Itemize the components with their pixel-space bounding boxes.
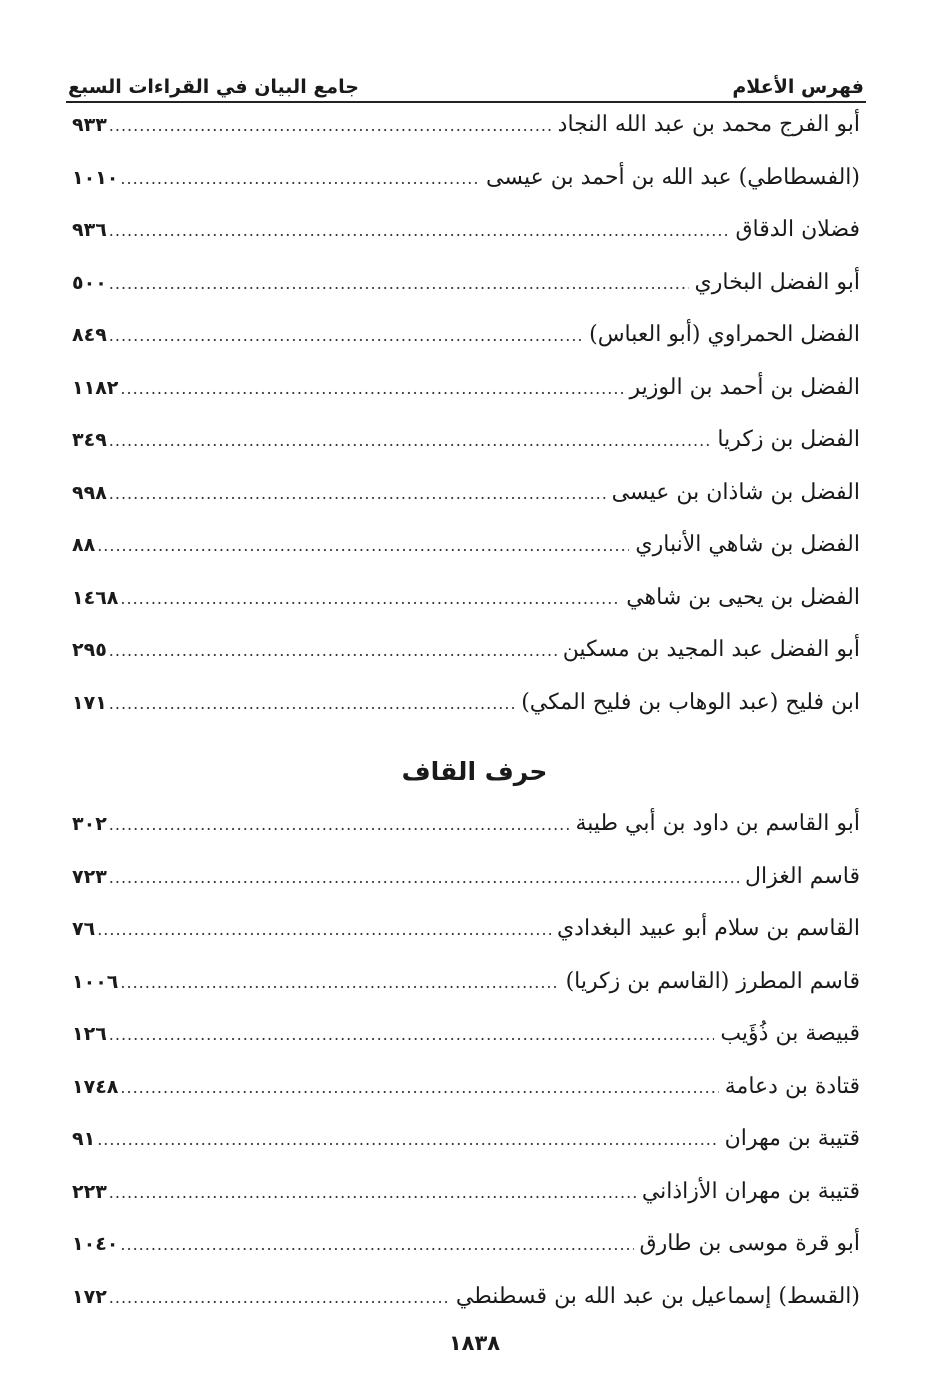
leader-dots <box>109 484 606 503</box>
entry-page: ٩٣٦ <box>72 219 107 241</box>
index-entry <box>72 480 860 533</box>
leader-dots <box>109 326 583 345</box>
entry-name: قاسم المطرز (القاسم بن زكريا) <box>565 968 860 994</box>
page-number: ١٨٣٨ <box>448 1331 501 1355</box>
leader-dots <box>109 641 557 660</box>
entry-page: ١٠٠٦ <box>72 970 119 993</box>
leader-dots <box>109 221 730 240</box>
index-entry <box>72 585 860 638</box>
leader-dots <box>109 1288 450 1307</box>
entry-page: ١٧٢ <box>72 1285 107 1308</box>
leader-dots <box>109 1183 636 1202</box>
entry-page: ٣٤٩ <box>72 429 107 451</box>
index-entry <box>72 1074 860 1127</box>
entry-name: الفضل بن شاهي الأنباري <box>635 532 860 557</box>
leader-dots <box>109 815 570 834</box>
entry-name: (الفسطاطي) عبد الله بن أحمد بن عيسى <box>486 164 860 190</box>
leader-dots <box>109 274 689 293</box>
entry-name: قاسم الغزال <box>745 863 860 889</box>
entry-name: الفضل الحمراوي (أبو العباس) <box>589 322 860 347</box>
leader-dots <box>97 920 551 939</box>
index-entry <box>72 270 860 323</box>
entry-name: أبو الفضل عبد المجيد بن مسكين <box>562 637 860 662</box>
entry-name: القاسم بن سلام أبو عبيد البغدادي <box>556 916 860 941</box>
leader-dots <box>97 536 629 555</box>
entry-page: ٢٢٣ <box>72 1180 107 1203</box>
index-list-fa <box>72 112 860 742</box>
index-entry <box>72 969 860 1022</box>
leader-dots <box>120 379 623 398</box>
index-entry <box>72 532 860 585</box>
index-entry <box>72 1126 860 1179</box>
leader-dots <box>109 1025 715 1044</box>
entry-page: ١٧٤٨ <box>72 1075 119 1098</box>
entry-name: (القسط) إسماعيل بن عبد الله بن قسطنطي <box>455 1283 860 1309</box>
entry-name: أبو الفرج محمد بن عبد الله النجاد <box>557 112 860 137</box>
entry-name: أبو الفضل البخاري <box>694 269 860 295</box>
leader-dots <box>120 589 620 608</box>
entry-page: ١٤٦٨ <box>72 586 119 609</box>
index-entry <box>72 1021 860 1074</box>
entry-name: قتادة بن دعامة <box>724 1073 860 1099</box>
index-entry <box>72 1179 860 1232</box>
leader-dots <box>120 1078 718 1097</box>
index-entry <box>72 1284 860 1337</box>
entry-page: ١٠٤٠ <box>72 1233 119 1255</box>
section-heading: حرف القاف <box>401 757 548 786</box>
leader-dots <box>120 1235 633 1254</box>
leader-dots <box>109 868 739 887</box>
entry-page: ١٢٦ <box>72 1023 107 1045</box>
entry-page: ٥٠٠ <box>72 271 107 294</box>
index-entry <box>72 916 860 969</box>
entry-name: قتيبة بن مهران الأزاذاني <box>641 1178 860 1204</box>
entry-page: ١٧١ <box>72 691 107 714</box>
entry-page: ٢٩٥ <box>72 639 107 661</box>
index-entry <box>72 427 860 480</box>
entry-name: الفضل بن يحيى بن شاهي <box>626 584 860 610</box>
header-book-title: جامع البيان في القراءات السبع <box>68 76 359 98</box>
index-entry <box>72 217 860 270</box>
index-list-qaf <box>72 811 860 1336</box>
entry-page: ٨٨ <box>72 534 96 556</box>
index-entry <box>72 165 860 218</box>
entry-page: ٨٤٩ <box>72 324 107 346</box>
entry-page: ١١٨٢ <box>72 376 119 399</box>
entry-page: ١٠١٠ <box>72 166 119 189</box>
leader-dots <box>109 694 515 713</box>
entry-name: الفضل بن زكريا <box>717 427 860 452</box>
leader-dots <box>109 431 712 450</box>
index-entry <box>72 690 860 743</box>
leader-dots <box>97 1130 718 1149</box>
index-entry <box>72 637 860 690</box>
header-index-title: فهرس الأعلام <box>732 76 864 98</box>
entry-name: فضلان الدقاق <box>735 217 860 242</box>
leader-dots <box>120 973 559 992</box>
index-entry <box>72 322 860 375</box>
entry-page: ٩٣٣ <box>72 114 107 136</box>
leader-dots <box>109 116 552 135</box>
entry-page: ٩٩٨ <box>72 481 107 504</box>
entry-page: ٩١ <box>72 1128 96 1150</box>
entry-name: الفضل بن أحمد بن الوزير <box>629 374 860 400</box>
header-rule <box>66 101 866 103</box>
entry-name: قتيبة بن مهران <box>724 1126 860 1151</box>
index-entry <box>72 864 860 917</box>
entry-page: ٣٠٢ <box>72 813 107 835</box>
index-entry <box>72 1231 860 1284</box>
index-entry <box>72 811 860 864</box>
entry-name: أبو قرة موسى بن طارق <box>639 1231 860 1256</box>
running-header <box>68 62 864 98</box>
entry-name: قبيصة بن ذُؤَيب <box>720 1021 860 1046</box>
entry-name: الفضل بن شاذان بن عيسى <box>611 479 860 505</box>
entry-page: ٧٦ <box>72 918 96 940</box>
entry-name: أبو القاسم بن داود بن أبي طيبة <box>575 811 860 836</box>
index-entry <box>72 112 860 165</box>
entry-name: ابن فليح (عبد الوهاب بن فليح المكي) <box>521 689 860 715</box>
index-entry <box>72 375 860 428</box>
entry-page: ٧٢٣ <box>72 865 107 888</box>
leader-dots <box>120 169 480 188</box>
